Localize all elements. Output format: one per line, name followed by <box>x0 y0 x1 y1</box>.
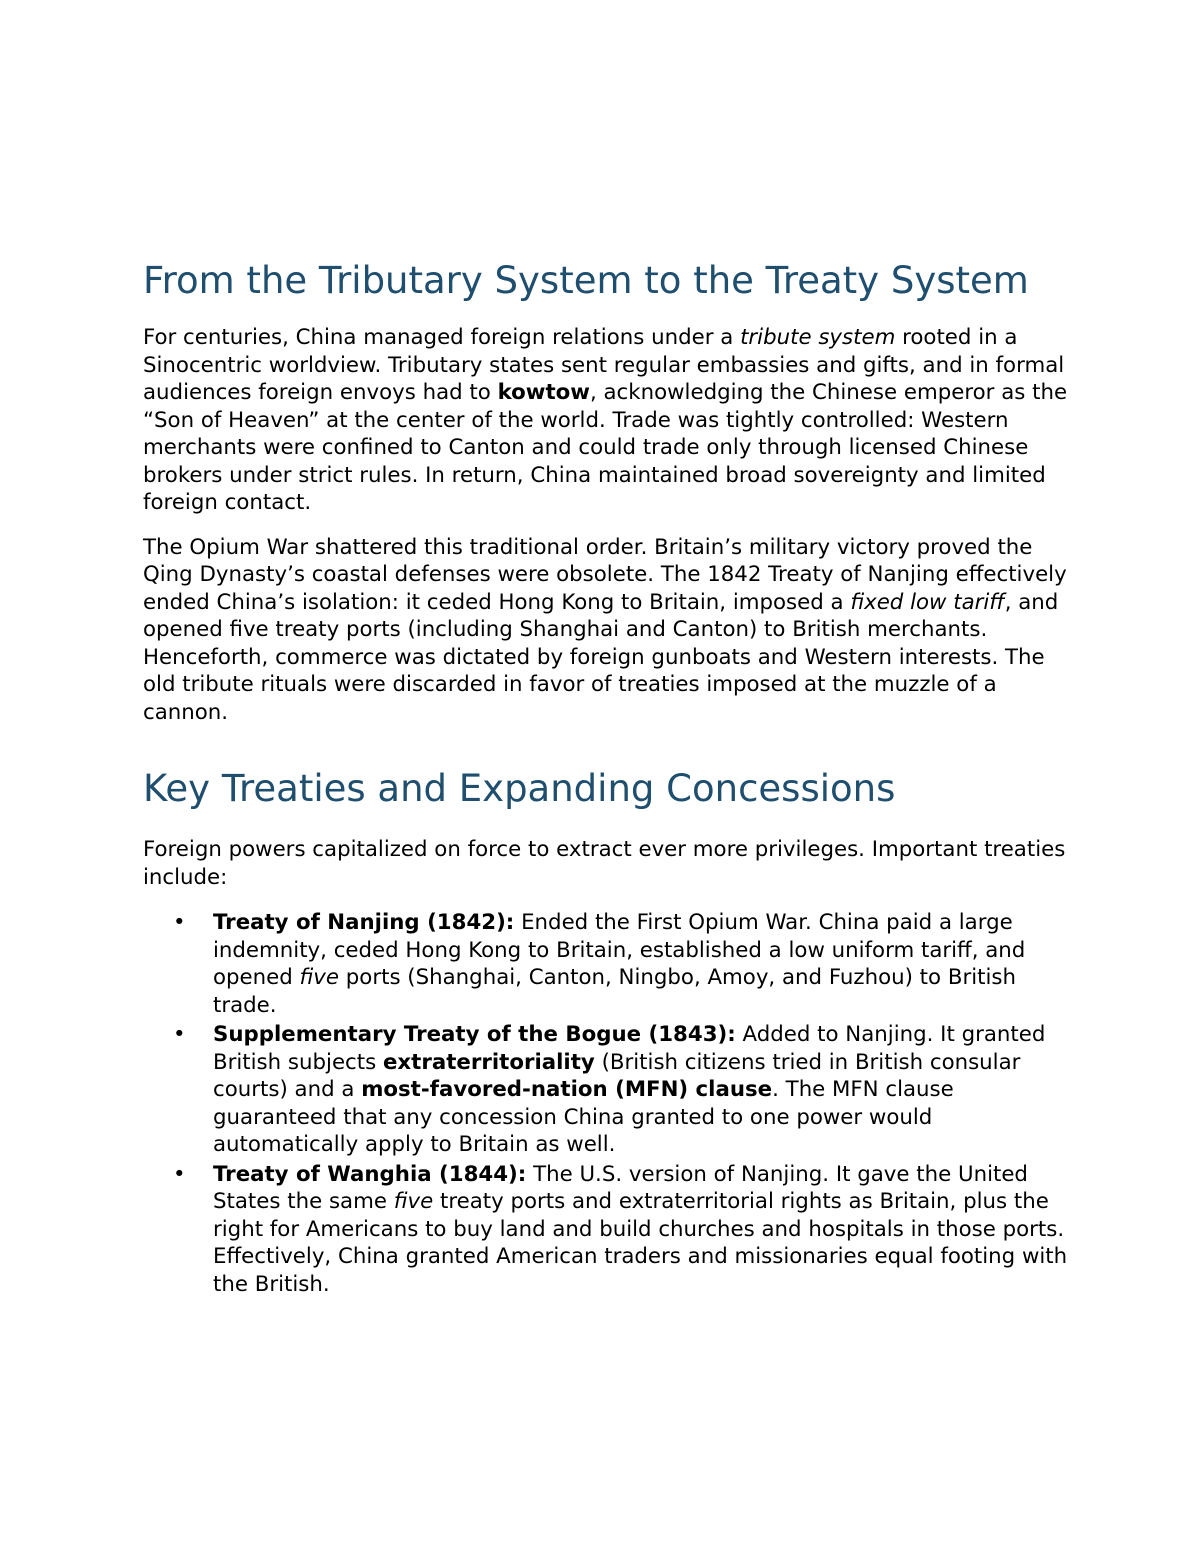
italic-term-fixed-low-tariff: fixed low tariff <box>850 589 1005 615</box>
section-heading-key-treaties: Key Treaties and Expanding Concessions <box>143 767 896 810</box>
text-run: The Opium War shattered this traditional order. Britain’s military victory proved the Qing Dynasty’s coastal defenses were obsolete. The 1842 Treaty of Nanjing effectively ended China’s isolation: it ceded Hong Kong to Britain, imposed a <box>143 534 1067 615</box>
section-heading-tributary-system: From the Tributary System to the Treaty System <box>143 259 1029 302</box>
list-item-treaty-of-the-bogue <box>143 1021 1068 1159</box>
paragraph-tribute-system <box>143 324 1068 517</box>
text-run: , and opened five treaty ports (including Shanghai and Canton) to British merchants. Henceforth, commerce was dictated by foreign gunboats and Western interests. The old tribute rituals were discarded in favor of treaties imposed at the muzzle of a cannon. <box>143 589 1059 725</box>
italic-term-five: five <box>299 965 340 990</box>
bold-term-extraterritoriality: extraterritoriality <box>382 1049 595 1075</box>
text-run: . The MFN clause guaranteed that any concession China granted to one power would automatically apply to Britain as well. <box>213 1077 954 1157</box>
list-item-treaty-of-wanghia <box>143 1161 1068 1299</box>
text-run: rooted in a Sinocentric worldview. Tributary states sent regular embassies and gifts, and in formal audiences foreign envoys had to <box>143 325 1065 405</box>
bold-term-kowtow: kowtow <box>497 380 590 405</box>
paragraph-opium-war <box>143 534 1068 727</box>
bullet-icon: • <box>173 1022 186 1047</box>
treaty-title: Supplementary Treaty of the Bogue (1843): <box>213 1022 736 1047</box>
text-run: Ended the First Opium War. China paid a large indemnity, ceded Hong Kong to Britain, established a low uniform tariff, and opened <box>213 910 1026 990</box>
bold-term-mfn-clause: most-favored-nation (MFN) clause <box>361 1077 773 1102</box>
treaty-title: Treaty of Wanghia (1844): <box>213 1161 527 1187</box>
text-run: treaty ports and extraterritorial rights as Britain, plus the right for Americans to buy land and build churches and hospitals in those ports. Effectively, China granted American traders and missionaries equal footing with the British. <box>213 1189 1068 1297</box>
text-run: ports (Shanghai, Canton, Ningbo, Amoy, and Fuzhou) to British trade. <box>213 965 1016 1018</box>
treaty-title: Treaty of Nanjing (1842): <box>213 910 515 935</box>
paragraph-treaties-intro: Foreign powers capitalized on force to extract ever more privileges. Important treaties include: <box>143 837 1066 890</box>
treaty-list <box>143 909 1068 1298</box>
document-page <box>143 258 1068 1300</box>
list-item-treaty-of-nanjing <box>143 909 1068 1019</box>
italic-term-five: five <box>393 1189 434 1214</box>
italic-term-tribute-system: tribute system <box>740 325 896 350</box>
text-run: The U.S. version of Nanjing. It gave the United States the same <box>213 1161 1028 1214</box>
bullet-icon: • <box>173 910 186 935</box>
text-run: For centuries, China managed foreign relations under a <box>143 325 741 350</box>
text-run: Added to Nanjing. It granted British subjects <box>213 1022 1046 1075</box>
text-run: , acknowledging the Chinese emperor as the “Son of Heaven” at the center of the world. Trade was tightly controlled: Western merchants were confined to Canton and could trade only through licensed Chinese brokers under strict rules. In return, China maintained broad sovereignty and limited foreign contact. <box>143 380 1068 515</box>
text-run: (British citizens tried in British consular courts) and a <box>213 1049 1021 1102</box>
bullet-icon: • <box>173 1161 186 1187</box>
